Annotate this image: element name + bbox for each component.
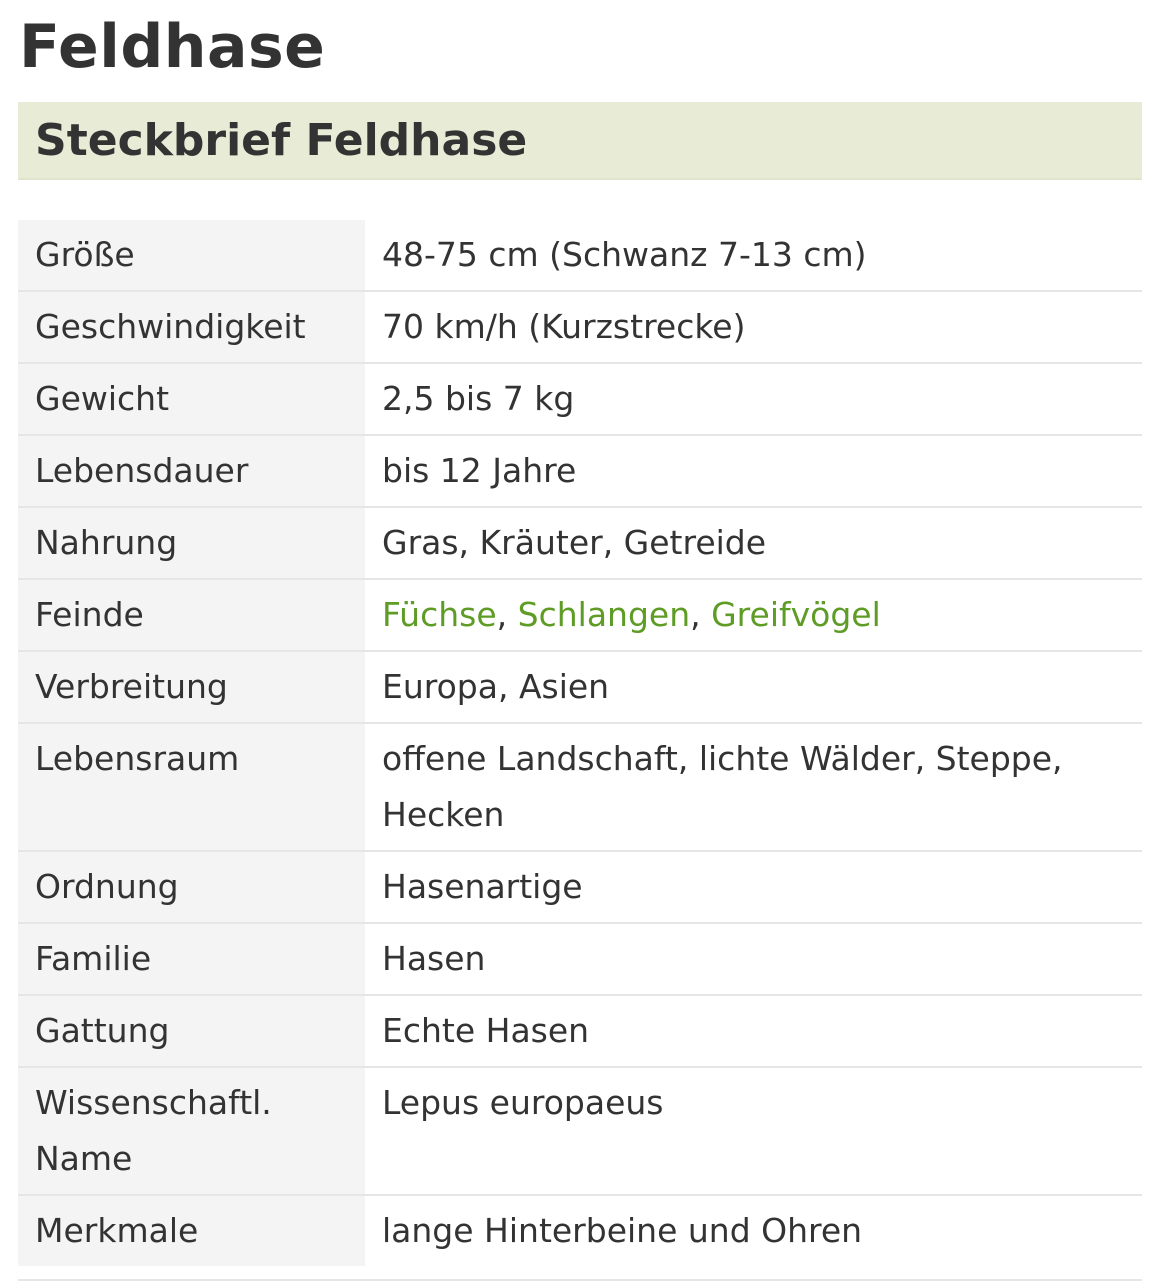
fact-label: Lebensraum: [18, 723, 365, 851]
separator: ,: [690, 595, 712, 634]
fact-label: Gattung: [18, 995, 365, 1067]
table-row: [18, 651, 1142, 723]
fact-label: Ordnung: [18, 851, 365, 923]
fact-value: Echte Hasen: [365, 995, 1142, 1067]
table-row: [18, 291, 1142, 363]
table-row: [18, 507, 1142, 579]
fact-value: Hasen: [365, 923, 1142, 995]
fact-label: Verbreitung: [18, 651, 365, 723]
enemies-value: [365, 579, 1142, 651]
fact-value: bis 12 Jahre: [365, 435, 1142, 507]
table-row: [18, 923, 1142, 995]
fact-value: 70 km/h (Kurzstrecke): [365, 291, 1142, 363]
fact-label: Merkmale: [18, 1195, 365, 1266]
table-row: [18, 435, 1142, 507]
fact-value: lange Hinterbeine und Ohren: [365, 1195, 1142, 1266]
table-row: [18, 220, 1142, 291]
fact-value: 48-75 cm (Schwanz 7-13 cm): [365, 220, 1142, 291]
profile-title: Steckbrief Feldhase: [35, 115, 528, 166]
profile-header: [18, 102, 1142, 180]
fact-value: offene Landschaft, lichte Wälder, Steppe, Hecken: [365, 723, 1142, 851]
fact-label: Gewicht: [18, 363, 365, 435]
table-row: [18, 363, 1142, 435]
fact-value: Europa, Asien: [365, 651, 1142, 723]
table-row: [18, 995, 1142, 1067]
fact-label: Geschwindigkeit: [18, 291, 365, 363]
profile-table: [18, 220, 1142, 1266]
link-schlangen[interactable]: Schlangen: [517, 595, 691, 634]
table-row: [18, 1067, 1142, 1195]
fact-value: Hasenartige: [365, 851, 1142, 923]
separator: ,: [496, 595, 518, 634]
table-row: [18, 723, 1142, 851]
table-row: [18, 851, 1142, 923]
fact-value: Gras, Kräuter, Getreide: [365, 507, 1142, 579]
link-greifvoegel[interactable]: Greifvögel: [711, 595, 881, 634]
table-row: [18, 579, 1142, 651]
fact-value: 2,5 bis 7 kg: [365, 363, 1142, 435]
table-row: [18, 1195, 1142, 1266]
fact-label: Lebensdauer: [18, 435, 365, 507]
fact-label: Größe: [18, 220, 365, 291]
link-fuechse[interactable]: Füchse: [382, 595, 497, 634]
fact-label: Wissenschaftl. Name: [18, 1067, 365, 1195]
fact-label: Nahrung: [18, 507, 365, 579]
page-title: Feldhase: [19, 12, 326, 82]
fact-value: Lepus europaeus: [365, 1067, 1142, 1195]
fact-label: Familie: [18, 923, 365, 995]
fact-label: Feinde: [18, 579, 365, 651]
